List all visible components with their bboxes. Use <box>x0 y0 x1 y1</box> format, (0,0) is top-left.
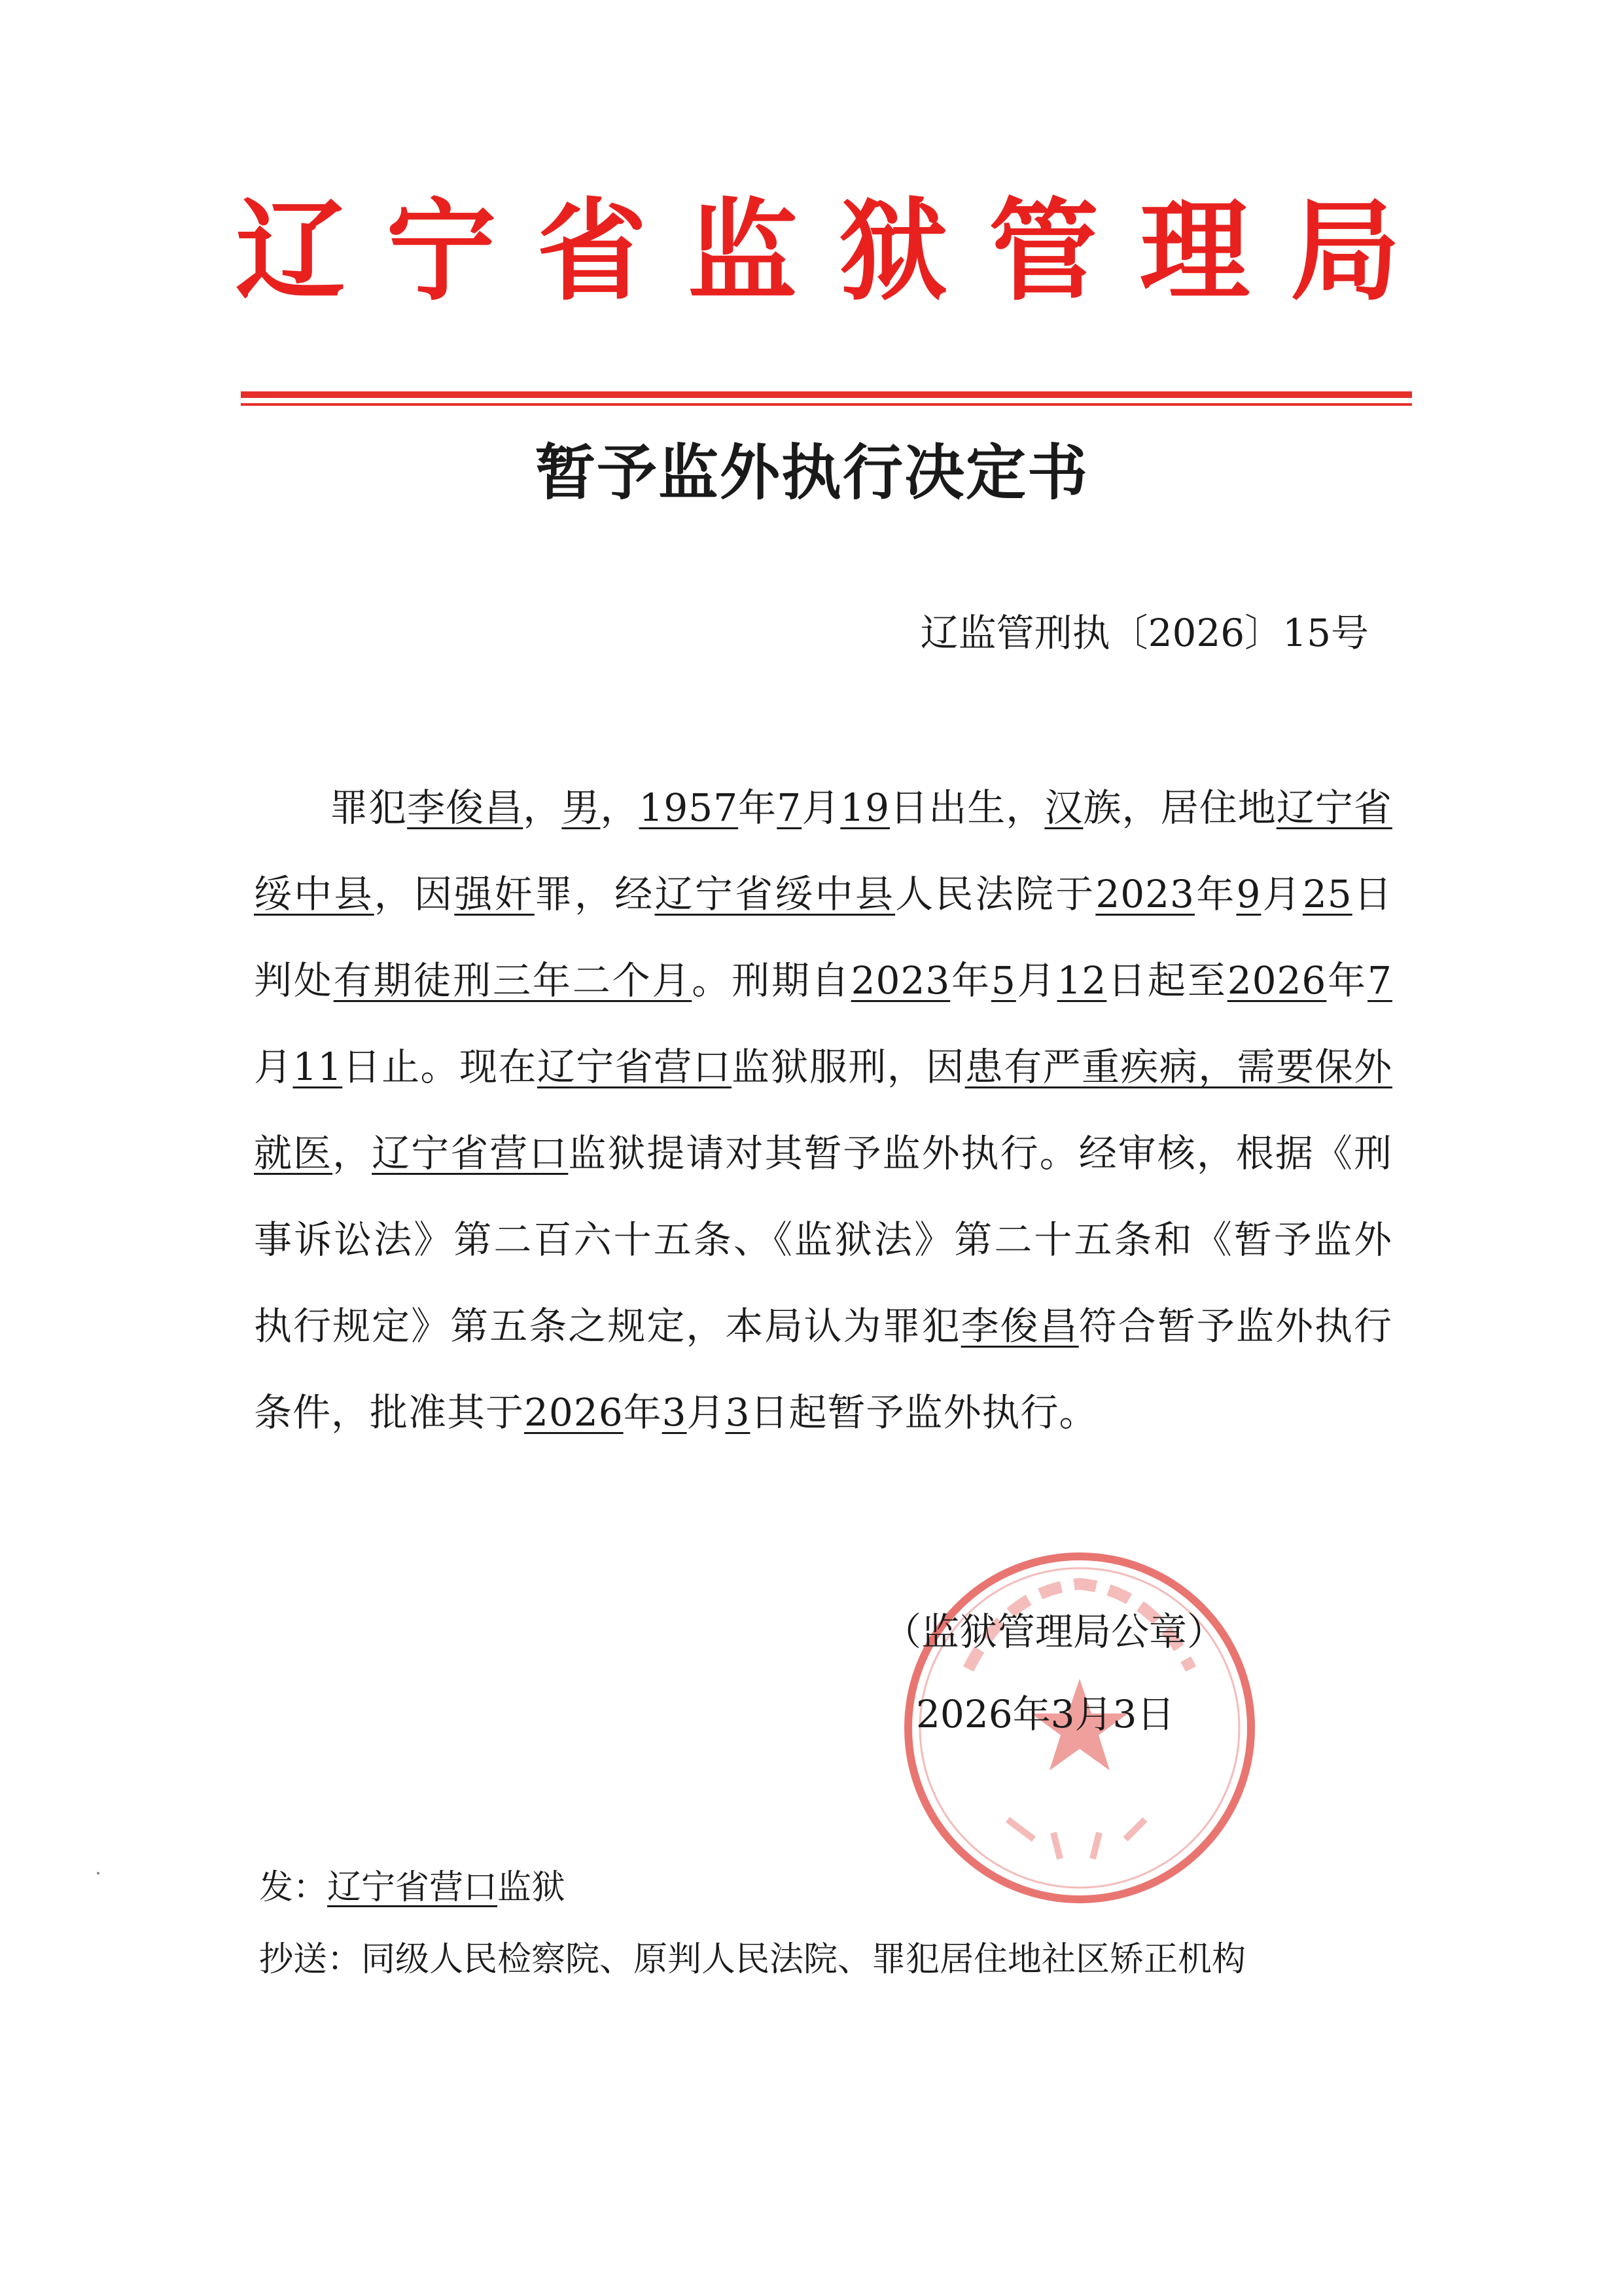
title-char: 辽 <box>236 187 345 315</box>
red-divider-thick <box>241 391 1412 398</box>
term-start-month: 5 <box>991 958 1016 1003</box>
judgment-month: 9 <box>1236 872 1262 916</box>
send-to-line <box>259 1868 566 1907</box>
judgment-year: 2023 <box>1095 872 1195 916</box>
approval-day: 3 <box>725 1390 750 1435</box>
sentence: 有期徒刑三年二个月 <box>333 958 692 1003</box>
title-char: 局 <box>1290 187 1400 315</box>
approval-year: 2026 <box>524 1390 624 1435</box>
copy-to-line <box>259 1940 1246 1979</box>
ethnicity: 汉 <box>1044 785 1084 830</box>
title-char: 管 <box>989 187 1099 315</box>
send-to-prison: 辽宁省营口 <box>327 1868 498 1907</box>
scan-speck <box>97 1872 99 1874</box>
term-end-year: 2026 <box>1227 958 1327 1003</box>
term-start-year: 2023 <box>851 958 951 1003</box>
birth-day: 19 <box>840 785 891 830</box>
cc-label: 抄送： <box>259 1940 362 1979</box>
term-end-month: 7 <box>1368 958 1392 1003</box>
approval-month: 3 <box>662 1390 687 1435</box>
crime: 强奸 <box>454 872 535 916</box>
title-char: 狱 <box>838 187 949 315</box>
send-suffix: 监狱 <box>497 1868 566 1907</box>
judgment-day: 25 <box>1302 872 1352 916</box>
document-title: 暂予监外执行决定书 <box>535 437 1089 508</box>
birth-year: 1957 <box>639 785 739 830</box>
inmate-name: 李俊昌 <box>407 785 523 830</box>
current-prison: 辽宁省营口 <box>537 1045 732 1089</box>
release-reason: 患有严重疾病，需要保外就医 <box>254 1045 1392 1175</box>
title-char: 监 <box>687 187 798 315</box>
sentencing-court: 辽宁省绥中县 <box>654 872 896 916</box>
birth-month: 7 <box>777 785 802 830</box>
term-start-day: 12 <box>1057 958 1107 1003</box>
title-char: 宁 <box>386 187 497 315</box>
title-char: 理 <box>1139 187 1250 315</box>
cc-recipients: 同级人民检察院、原判人民法院、罪犯居住地社区矫正机构 <box>361 1940 1246 1979</box>
issue-date: 2026年3月3日 <box>916 1692 1175 1736</box>
inmate-gender: 男 <box>561 785 601 830</box>
send-label: 发： <box>259 1868 328 1907</box>
title-char: 省 <box>537 187 647 315</box>
document-number: 辽监管刑执〔2026〕15号 <box>920 611 1369 655</box>
red-divider-thin <box>241 403 1412 406</box>
inmate-name: 李俊昌 <box>961 1304 1079 1348</box>
issuing-authority-title <box>236 187 1400 315</box>
decision-body-paragraph: 罪犯李俊昌，男，1957年7月19日出生，汉族，居住地辽宁省绥中县，因强奸罪，经辽宁省绥中县人民法院于2023年9月25日判处有期徒刑三年二个月。刑期自2023年5月12日起至2026年7月11日止。现在辽宁省营口监狱服刑，因患有严重疾病，需要保外就医，辽宁省营口监狱提请对其暂予监外执行。经审核，根据《刑事诉讼法》第二百六十五条、《监狱法》第二十五条和《暂予监外执行规定》第五条之规定，本局认为罪犯李俊昌符合暂予监外执行条件，批准其于2026年3月3日起暂予监外执行。 <box>254 785 1392 1435</box>
requesting-prison: 辽宁省营口 <box>372 1131 569 1175</box>
seal-caption: （监狱管理局公章） <box>883 1609 1226 1654</box>
residence: 辽宁省绥中县 <box>254 785 1392 916</box>
term-end-day: 11 <box>292 1045 343 1089</box>
